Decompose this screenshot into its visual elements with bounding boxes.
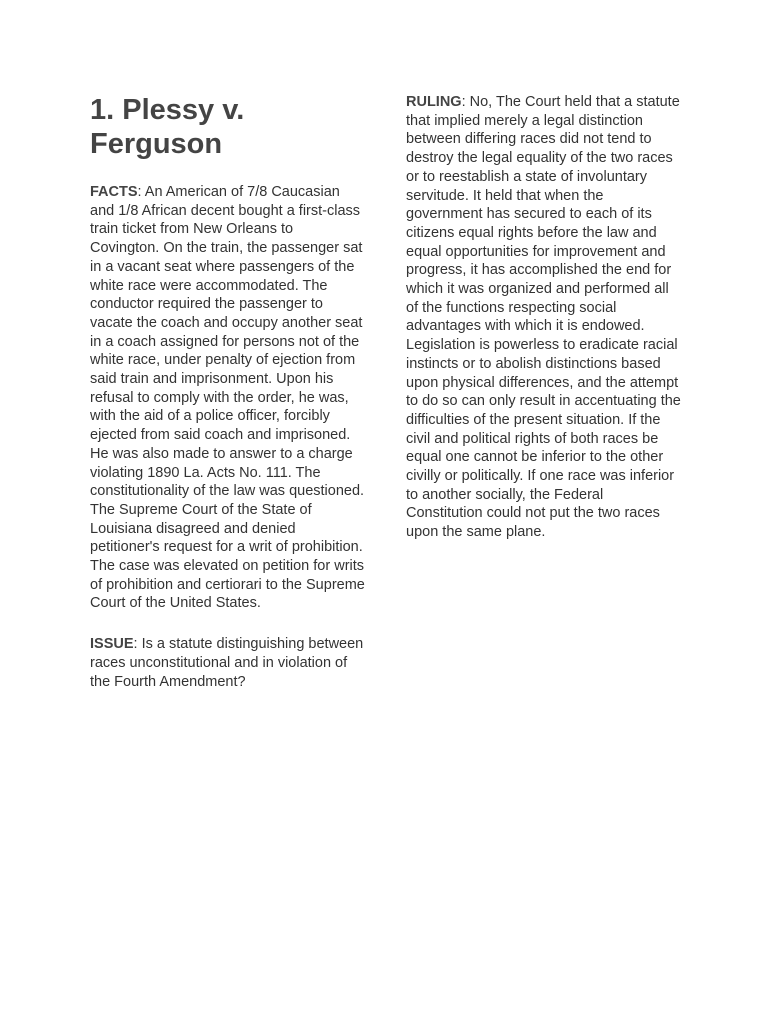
case-title: 1. Plessy v. Ferguson — [90, 94, 245, 160]
facts-paragraph — [90, 183, 365, 613]
facts-label: FACTS — [90, 184, 138, 200]
ruling-label: RULING — [406, 94, 462, 110]
facts-text: : An American of 7/8 Caucasian and 1/8 African decent bought a first-class train ticket from New Orleans to Covington. On the train, the passenger sat in a vacant seat where passengers of the white race were accommodated. The conductor required the passenger to vacate the coach and occupy another seat in a coach assigned for persons not of the white race, under penalty of ejection from said train and imprisonment. Upon his refusal to comply with the order, he was, with the aid of a police officer, forcibly ejected from said coach and imprisoned. He was also made to answer to a charge violating 1890 La. Acts No. 111. The constitutionality of the law was questioned. The Supreme Court of the State of Louisiana disagreed and denied petitioner's request for a writ of prohibition. The case was elevated on petition for writs of prohibition and certiorari to the Supreme Court of the United States. — [90, 184, 365, 612]
issue-paragraph — [90, 635, 365, 691]
left-column — [90, 93, 365, 713]
right-column — [406, 93, 681, 564]
issue-text: : Is a statute distinguishing between races unconstitutional and in violation of the Fourth Amendment? — [90, 636, 364, 690]
ruling-paragraph — [406, 93, 681, 542]
issue-label: ISSUE — [90, 636, 134, 653]
ruling-text: : No, The Court held that a statute that implied merely a legal distinction between differing races did not tend to destroy the legal equality of the two races or to reestablish a state of involuntary servitude. It held that when the government has secured to each of its citizens equal rights before the law and equal opportunities for improvement and progress, it has accomplished the end for which it was organized and performed all of the functions respecting social advantages with which it is endowed. Legislation is powerless to eradicate racial instincts or to abolish distinctions based upon physical differences, and the attempt to do so can only result in accentuating the difficulties of the present situation. If the civil and political rights of both races be equal one cannot be inferior to the other civilly or politically. If one race was inferior to another socially, the Federal Constitution could not put the two races upon the same plane. — [406, 94, 681, 541]
